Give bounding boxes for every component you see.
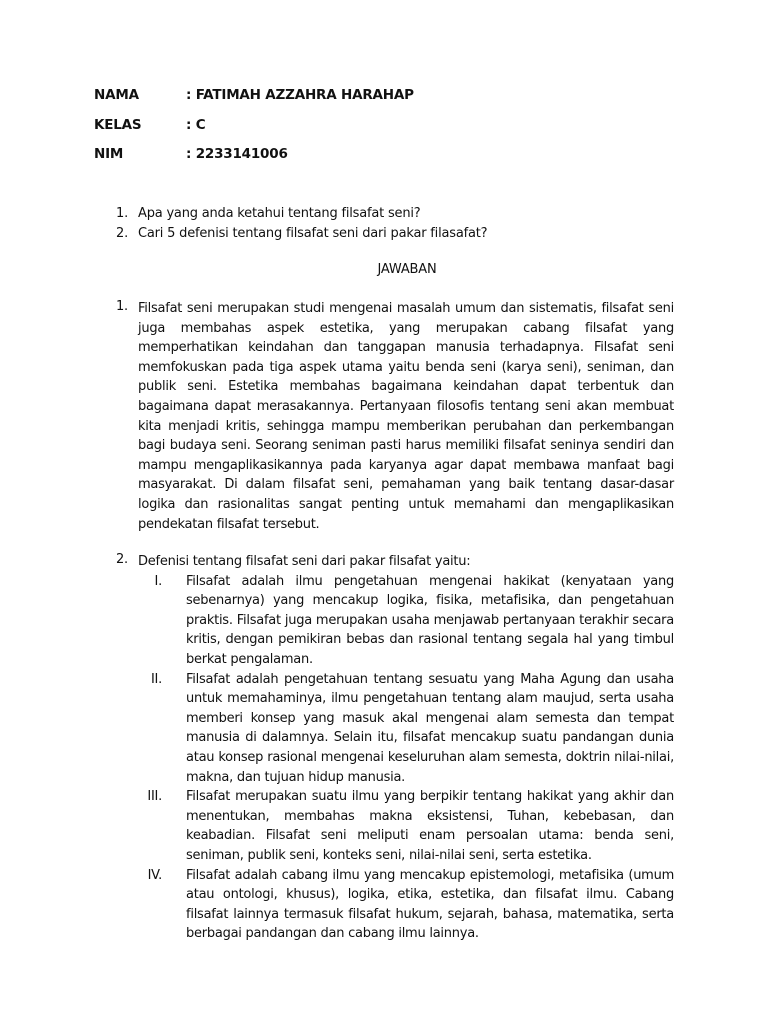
definition-number: IV. [147,867,162,883]
answer-paragraph: Filsafat seni merupakan studi mengenai masalah umum dan sistematis, filsafat seni juga membahas aspek estetika, yang merupakan cabang filsafat yang memperhatikan keindahan dan tanggapan manusia terhadapnya. Filsafat seni memfokuskan pada tiga aspek utama yaitu benda seni (karya seni), seniman, dan publik seni. Estetika membahas bagaimana keindahan dapat terbentuk dan bagaimana dapat merasakannya. Pertanyaan filosofis tentang seni akan membuat kita menjadi kritis, sehingga mampu memberikan perubahan dan perkembangan bagi budaya seni. Seorang seniman pasti harus memiliki filsafat seninya sendiri dan mampu mengaplikasikannya pada karyanya agar dapat membawa manfaat bagi masyarakat. Di dalam filsafat seni, pemahaman yang baik tentang dasar-dasar logika dan rasionalitas sangat penting untuk memahami dan mengaplikasikan pendekatan filsafat tersebut. [138,301,674,532]
answer-intro: Defenisi tentang filsafat seni dari pakar filsafat yaitu: [138,554,471,569]
question-item [116,224,676,244]
definition-text: Filsafat merupakan suatu ilmu yang berpikir tentang hakikat yang akhir dan menentukan, membahas makna eksistensi, Tuhan, kebebasan, dan keabadian. Filsafat seni meliputi enam persoalan utama: benda seni, seniman, publik seni, konteks seni, nilai-nilai seni, serta estetika. [186,789,674,863]
answer-1 [116,299,674,534]
answer-number: 1. [116,299,128,314]
definition-number: II. [150,671,162,687]
answer-2 [116,552,674,944]
definition-item [116,572,674,670]
question-list [116,204,676,244]
question-number: 1. [116,206,129,221]
answer-heading: JAWABAN [377,262,437,277]
definition-item [116,670,674,788]
name-value: : FATIMAH AZZAHRA HARAHAP [186,87,414,103]
question-number: 2. [116,226,129,241]
name-label: NAMA [94,87,139,103]
question-text: Cari 5 defenisi tentang filsafat seni dari pakar filasafat? [138,226,488,241]
definition-text: Filsafat adalah cabang ilmu yang mencakup epistemologi, metafisika (umum atau ontologi, khusus), logika, etika, estetika, dan filsafat ilmu. Cabang filsafat lainnya termasuk filsafat hukum, sejarah, bahasa, matematika, serta berbagai pandangan dan cabang ilmu lainnya. [186,867,674,942]
definition-number: I. [154,573,162,589]
question-text: Apa yang anda ketahui tentang filsafat seni? [138,206,421,221]
class-label: KELAS [94,117,142,133]
definition-number: III. [147,789,162,805]
question-item [116,204,676,224]
nim-label: NIM [94,146,124,162]
definition-item [116,787,674,865]
nim-value: : 2233141006 [186,146,288,162]
class-value: : C [186,117,206,133]
definition-text: Filsafat adalah ilmu pengetahuan mengenai hakikat (kenyataan yang sebenarnya) yang mencakup logika, fisika, metafisika, dan pengetahuan praktis. Filsafat juga merupakan usaha menjawab pertanyaan terakhir secara kritis, dengan pemikiran bebas dan rasional tentang segala hal yang timbul berkat pengalaman. [186,573,674,667]
answer-number: 2. [116,552,128,567]
definition-item [116,866,674,944]
definition-text: Filsafat adalah pengetahuan tentang sesuatu yang Maha Agung dan usaha untuk memahaminya, ilmu pengetahuan tentang alam maujud, serta usaha memberi konsep yang masuk akal mengenai alam semesta dan tempat manusia di dalamnya. Selain itu, filsafat mencakup suatu pandangan dunia atau konsep rasional mengenai keseluruhan alam semesta, doktrin nilai-nilai, makna, dan tujuan hidup manusia. [186,671,674,785]
definition-list [116,572,674,944]
